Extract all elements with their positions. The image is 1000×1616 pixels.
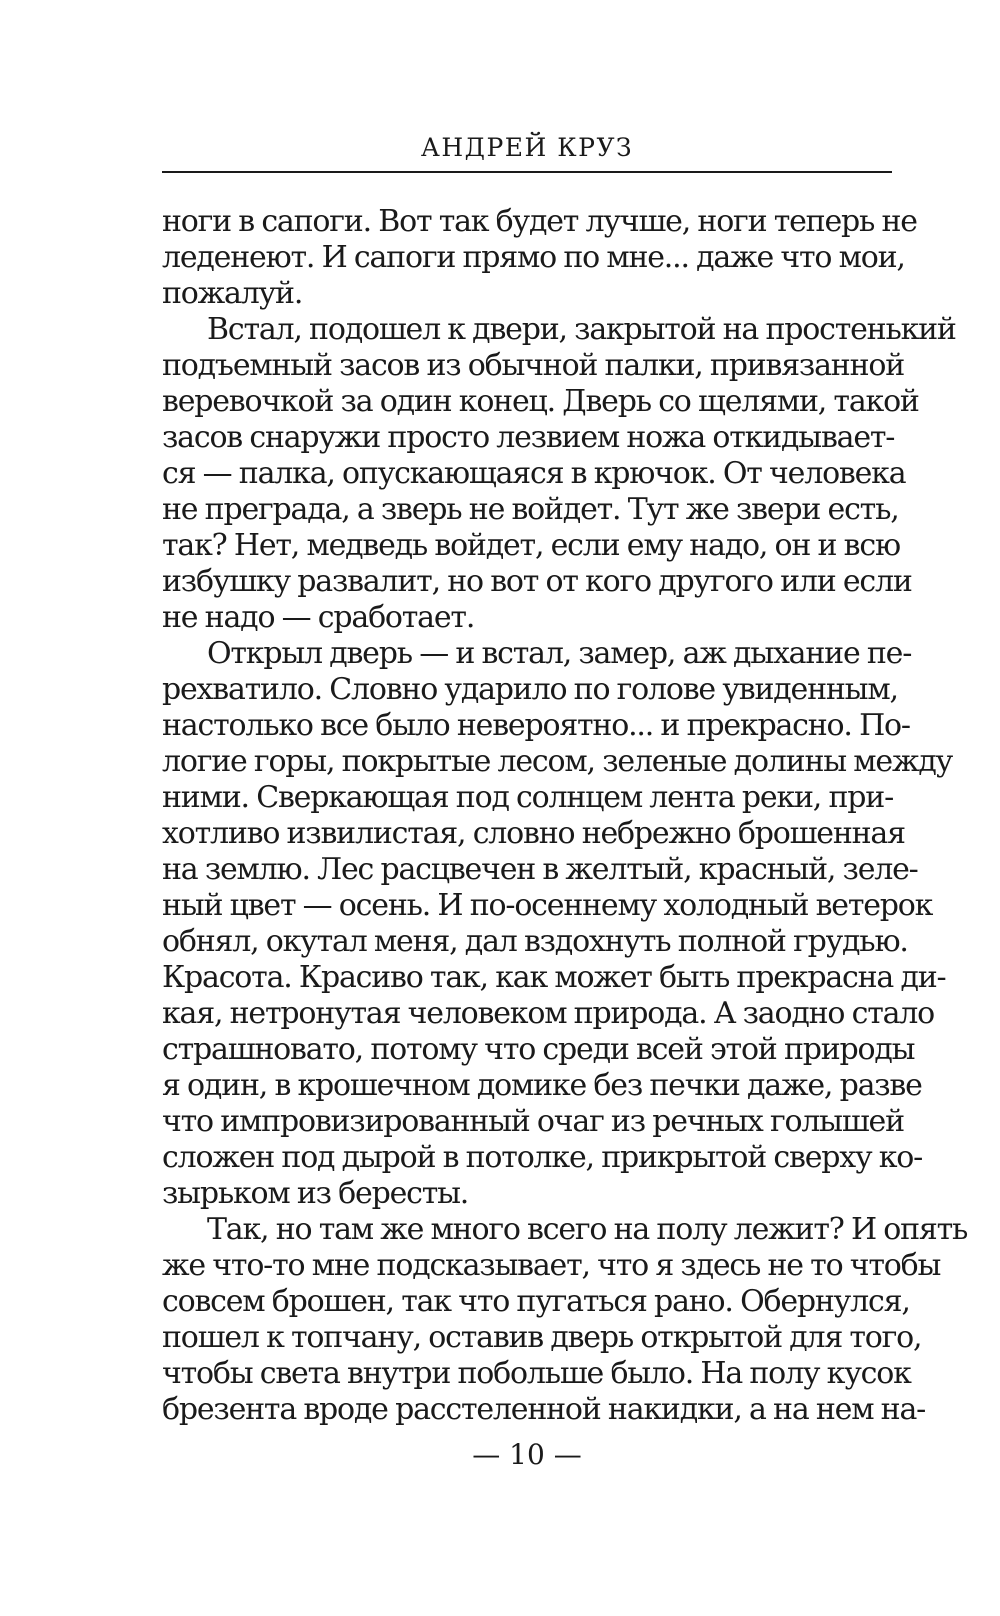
- text-line: леденеют. И сапоги прямо по мне... даже что мои,: [162, 240, 905, 275]
- text-line: пожалуй.: [162, 276, 303, 311]
- page-number: — 10 —: [472, 1438, 582, 1471]
- text-line: ный цвет — осень. И по-осеннему холодный ветерок: [162, 888, 933, 923]
- text-line: ноги в сапоги. Вот так будет лучше, ноги теперь не: [162, 204, 917, 239]
- text-line: пошел к топчану, оставив дверь открытой для того,: [162, 1320, 922, 1355]
- text-line: Красота. Красиво так, как может быть прекрасна ди-: [162, 960, 946, 995]
- running-head: АНДРЕЙ КРУЗ: [420, 133, 634, 162]
- text-line: Так, но там же много всего на полу лежит? И опять: [207, 1212, 968, 1247]
- body-text: [162, 204, 968, 1428]
- header-rule: [162, 171, 892, 173]
- text-line: чтобы света внутри побольше было. На полу кусок: [162, 1356, 911, 1391]
- paragraph: [162, 312, 956, 636]
- text-line: же что-то мне подсказывает, что я здесь не то чтобы: [162, 1248, 941, 1283]
- text-line: обнял, окутал меня, дал вздохнуть полной грудью.: [162, 924, 908, 959]
- paragraph: [162, 204, 917, 312]
- text-line: хотливо извилистая, словно небрежно брошенная: [162, 816, 905, 851]
- text-line: что импровизированный очаг из речных голышей: [162, 1104, 904, 1139]
- text-line: ся — палка, опускающаяся в крючок. От человека: [162, 456, 906, 491]
- text-line: настолько все было невероятно... и прекрасно. По-: [162, 708, 910, 743]
- text-line: подъемный засов из обычной палки, привязанной: [162, 348, 905, 383]
- text-line: я один, в крошечном домике без печки даже, разве: [162, 1068, 922, 1103]
- text-line: Открыл дверь — и встал, замер, аж дыхание пе-: [207, 636, 912, 671]
- text-line: брезента вроде расстеленной накидки, а на нем на-: [162, 1392, 926, 1427]
- text-line: не надо — сработает.: [162, 600, 475, 635]
- text-line: совсем брошен, так что пугаться рано. Обернулся,: [162, 1284, 910, 1319]
- text-line: рехватило. Словно ударило по голове увиденным,: [162, 672, 898, 707]
- text-line: логие горы, покрытые лесом, зеленые долины между: [162, 744, 953, 779]
- text-line: засов снаружи просто лезвием ножа откидывает-: [162, 420, 895, 455]
- text-line: Встал, подошел к двери, закрытой на простенький: [207, 312, 956, 347]
- paragraph: [162, 636, 953, 1212]
- text-line: страшновато, потому что среди всей этой природы: [162, 1032, 915, 1067]
- text-line: на землю. Лес расцвечен в желтый, красный, зеле-: [162, 852, 918, 887]
- paragraph: [162, 1212, 968, 1428]
- text-line: кая, нетронутая человеком природа. А заодно стало: [162, 996, 934, 1031]
- text-line: так? Нет, медведь войдет, если ему надо, он и всю: [162, 528, 900, 563]
- text-line: не преграда, а зверь не войдет. Тут же звери есть,: [162, 492, 899, 527]
- text-line: веревочкой за один конец. Дверь со щелями, такой: [162, 384, 919, 419]
- text-line: зырьком из бересты.: [162, 1176, 469, 1211]
- text-line: сложен под дырой в потолке, прикрытой сверху ко-: [162, 1140, 923, 1175]
- text-line: избушку развалит, но вот от кого другого или если: [162, 564, 912, 599]
- text-line: ними. Сверкающая под солнцем лента реки, при-: [162, 780, 894, 815]
